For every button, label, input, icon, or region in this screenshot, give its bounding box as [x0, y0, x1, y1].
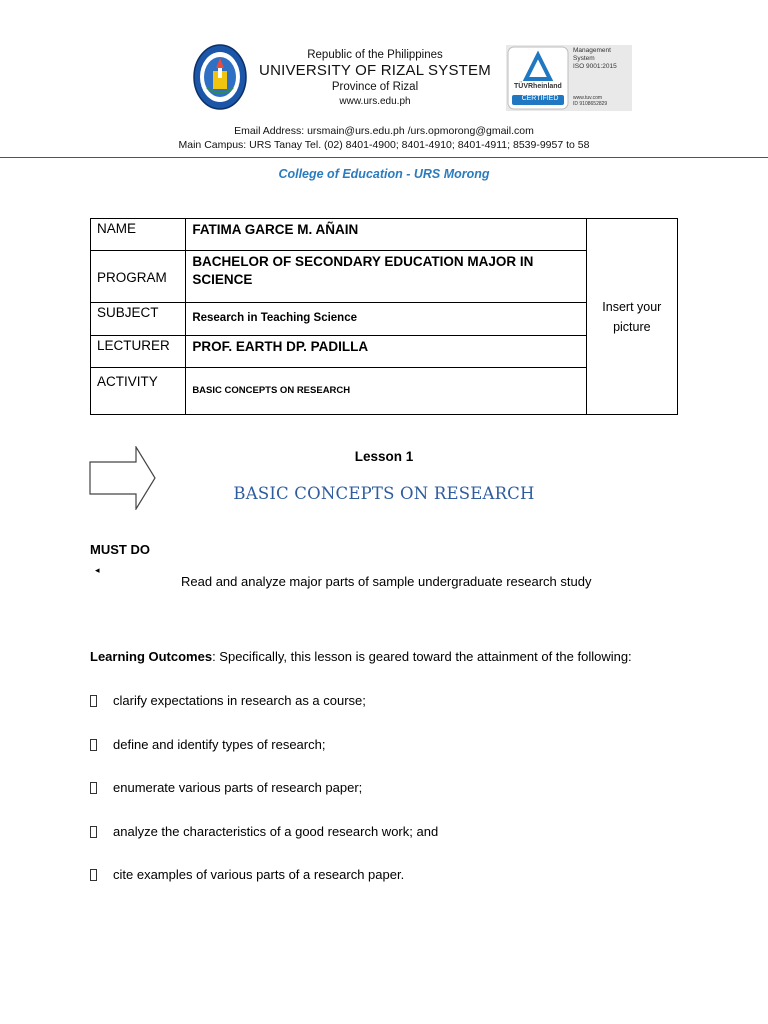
- header-text: [250, 48, 500, 108]
- cert-small1: www.tuv.com: [573, 95, 603, 101]
- bullet-icon: [90, 695, 97, 707]
- must-do-marker: ◂: [95, 565, 100, 575]
- activity-label: ACTIVITY: [91, 368, 186, 415]
- list-item-text: enumerate various parts of research paper;: [113, 780, 363, 795]
- name-value: FATIMA GARCE M. AÑAIN: [186, 219, 586, 251]
- list-item: [90, 693, 730, 737]
- list-item: [90, 824, 730, 868]
- cert-line3: ISO 9001:2015: [573, 63, 617, 70]
- header-republic: Republic of the Philippines: [307, 49, 443, 61]
- student-info-table: [90, 218, 678, 415]
- must-do-heading: MUST DO: [90, 542, 150, 557]
- bullet-icon: [90, 739, 97, 751]
- learning-outcomes-intro-text: : Specifically, this lesson is geared toward the attainment of the following:: [212, 649, 632, 664]
- list-item-text: cite examples of various parts of a research paper.: [113, 867, 405, 882]
- college-name: College of Education - URS Morong: [278, 167, 490, 181]
- name-label: NAME: [91, 219, 186, 251]
- picture-placeholder: [586, 219, 677, 415]
- lecturer-value: PROF. EARTH DP. PADILLA: [186, 336, 586, 368]
- header-province: Province of Rizal: [331, 81, 419, 93]
- list-item: [90, 737, 730, 781]
- program-label: PROGRAM: [91, 251, 186, 303]
- header-website: www.urs.edu.ph: [339, 96, 411, 107]
- contact-email: Email Address: ursmain@urs.edu.ph /urs.opmorong@gmail.com: [234, 125, 534, 137]
- must-do-text: Read and analyze major parts of sample undergraduate research study: [181, 574, 592, 589]
- learning-outcomes-list: [90, 693, 730, 911]
- lecturer-label: LECTURER: [91, 336, 186, 368]
- learning-outcomes-intro: [90, 649, 632, 664]
- picture-placeholder-line2: picture: [613, 319, 651, 334]
- subject-label: SUBJECT: [91, 303, 186, 336]
- list-item-text: clarify expectations in research as a course;: [113, 693, 366, 708]
- list-item: [90, 867, 730, 911]
- activity-value: BASIC CONCEPTS ON RESEARCH: [186, 368, 586, 415]
- certification-badge: [506, 45, 632, 111]
- cert-small2: ID 9108652829: [573, 101, 608, 107]
- contact-campus: Main Campus: URS Tanay Tel. (02) 8401-4900; 8401-4910; 8401-4911; 8539-9957 to 58: [178, 139, 590, 151]
- list-item: [90, 780, 730, 824]
- list-item-text: define and identify types of research;: [113, 736, 326, 752]
- bullet-icon: [90, 826, 97, 838]
- list-item-text: analyze the characteristics of a good research work; and: [113, 823, 439, 839]
- bullet-icon: [90, 869, 97, 881]
- learning-outcomes-heading: Learning Outcomes: [90, 649, 213, 664]
- cert-line2: System: [573, 55, 595, 62]
- subject-value: Research in Teaching Science: [186, 303, 586, 336]
- cert-line1: Management: [573, 47, 611, 54]
- lesson-title: BASIC CONCEPTS ON RESEARCH: [233, 484, 535, 503]
- cert-badge-label: CERTIFIED: [521, 95, 559, 102]
- header-divider: [0, 157, 768, 158]
- header-university: UNIVERSITY OF RIZAL SYSTEM: [259, 62, 491, 79]
- bullet-icon: [90, 782, 97, 794]
- lesson-number: Lesson 1: [354, 449, 414, 464]
- cert-brand: TÜVRheinland: [514, 83, 562, 90]
- program-value: BACHELOR OF SECONDARY EDUCATION MAJOR IN SCIENCE: [186, 251, 586, 303]
- university-seal-icon: [193, 44, 247, 110]
- picture-placeholder-line1: Insert your: [602, 299, 662, 314]
